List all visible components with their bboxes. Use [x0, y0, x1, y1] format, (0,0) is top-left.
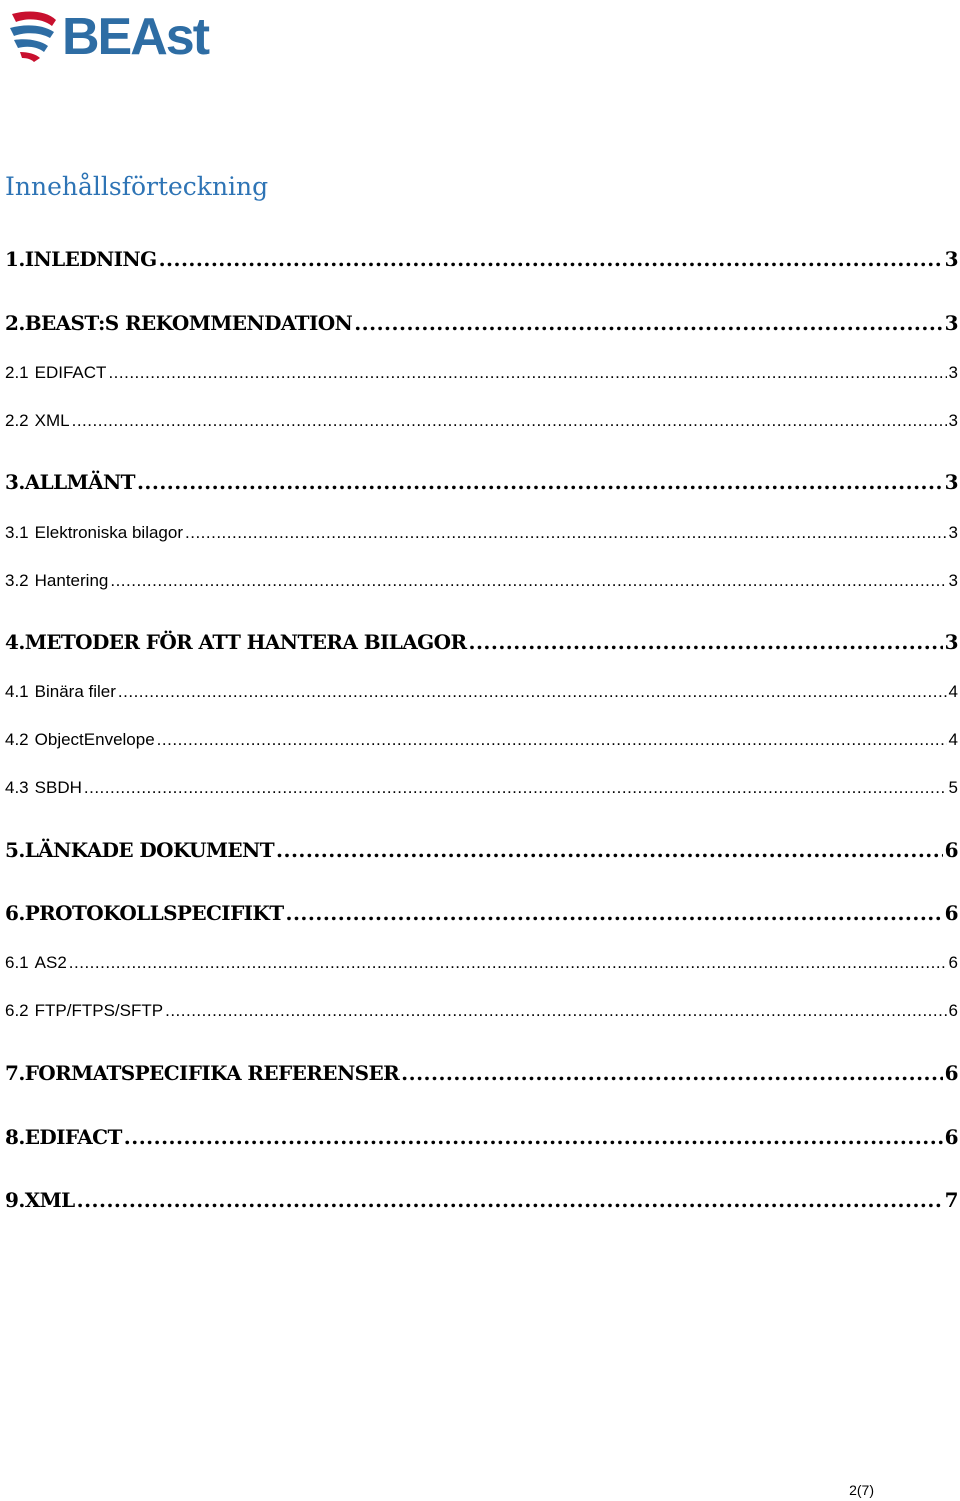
toc-entry-number: 6.	[5, 901, 25, 925]
toc-entry-7[interactable]	[5, 1061, 958, 1085]
toc-entry-number: 4.2	[5, 730, 29, 749]
toc-entry-page: 3	[944, 470, 958, 494]
toc-leader-dots	[286, 901, 943, 925]
toc-entry-title: XML	[24, 1188, 75, 1212]
toc-entry-page: 3	[944, 247, 958, 271]
toc-entry-title: Elektroniska bilagor	[34, 523, 183, 542]
beast-logo-text: BEAst	[62, 8, 209, 66]
toc-entry-number: 2.2	[5, 411, 29, 430]
toc-leader-dots	[124, 1125, 943, 1149]
toc-leader-dots	[468, 630, 942, 654]
toc-entry-title: FORMATSPECIFIKA REFERENSER	[24, 1061, 400, 1085]
toc-entry-number: 6.2	[5, 1001, 29, 1020]
toc-entry-4-2[interactable]	[5, 730, 958, 750]
toc-entry-page: 3	[948, 571, 958, 590]
toc-entry-5[interactable]	[5, 838, 958, 862]
toc-entry-title: EDIFACT	[24, 1125, 122, 1149]
toc-entry-title: XML	[34, 411, 70, 430]
toc-entry-page: 4	[948, 682, 958, 701]
beast-logo-icon	[6, 8, 60, 64]
toc-entry-number: 8.	[5, 1125, 25, 1149]
toc-entry-page: 3	[944, 630, 958, 654]
toc-entry-page: 7	[944, 1188, 958, 1212]
toc-entry-title: AS2	[34, 953, 67, 972]
toc-entry-2-1[interactable]	[5, 363, 958, 383]
toc-leader-dots	[401, 1061, 943, 1085]
toc-leader-dots	[159, 247, 943, 271]
toc-entry-page: 3	[948, 523, 958, 542]
toc-leader-dots	[77, 1188, 943, 1212]
toc-entry-number: 1.	[5, 247, 25, 271]
toc-entry-number: 3.2	[5, 571, 29, 590]
toc-entry-6-2[interactable]	[5, 1001, 958, 1021]
toc-entry-number: 2.1	[5, 363, 29, 382]
toc-entry-1[interactable]	[5, 247, 958, 271]
toc-leader-dots	[276, 838, 943, 862]
toc-entry-title: ALLMÄNT	[24, 470, 135, 494]
toc-entry-number: 3.1	[5, 523, 29, 542]
toc-entry-9[interactable]	[5, 1188, 958, 1212]
toc-leader-dots	[118, 682, 947, 702]
toc-entry-3[interactable]	[5, 470, 958, 494]
toc-entry-3-1[interactable]	[5, 523, 958, 543]
toc-entry-title: Binära filer	[34, 682, 116, 701]
toc-entry-page: 3	[948, 411, 958, 430]
toc-entry-number: 7.	[5, 1061, 25, 1085]
toc-entry-title: ObjectEnvelope	[34, 730, 155, 749]
toc-entry-number: 4.1	[5, 682, 29, 701]
toc-entry-page: 3	[948, 363, 958, 382]
toc-entry-number: 4.	[5, 630, 25, 654]
toc-entry-title: Hantering	[34, 571, 109, 590]
toc-entry-number: 6.1	[5, 953, 29, 972]
toc-entry-title: SBDH	[34, 778, 82, 797]
toc-entry-4-1[interactable]	[5, 682, 958, 702]
toc-entry-6[interactable]	[5, 901, 958, 925]
toc-entry-8[interactable]	[5, 1125, 958, 1149]
toc-entry-2-2[interactable]	[5, 411, 958, 431]
toc-entry-title: PROTOKOLLSPECIFIKT	[24, 901, 284, 925]
toc-entry-title: LÄNKADE DOKUMENT	[24, 838, 275, 862]
toc-entry-page: 6	[948, 1001, 958, 1020]
toc-entry-page: 6	[944, 901, 958, 925]
toc-entry-page: 6	[948, 953, 958, 972]
toc-leader-dots	[108, 363, 946, 383]
toc-entry-title: BEAST:S REKOMMENDATION	[24, 311, 353, 335]
toc-leader-dots	[354, 311, 942, 335]
toc-leader-dots	[110, 571, 946, 591]
toc-entry-title: EDIFACT	[34, 363, 107, 382]
toc-leader-dots	[157, 730, 947, 750]
toc-leader-dots	[84, 778, 947, 798]
toc-leader-dots	[137, 470, 943, 494]
toc-entry-page: 6	[944, 1125, 958, 1149]
toc-entry-page: 6	[944, 838, 958, 862]
toc-entry-2[interactable]	[5, 311, 958, 335]
toc-entry-3-2[interactable]	[5, 571, 958, 591]
toc-entry-page: 6	[944, 1061, 958, 1085]
toc-entry-number: 5.	[5, 838, 25, 862]
toc-entry-title: METODER FÖR ATT HANTERA BILAGOR	[24, 630, 467, 654]
toc-heading: Innehållsförteckning	[5, 172, 269, 201]
toc-entry-title: FTP/FTPS/SFTP	[34, 1001, 164, 1020]
toc-entry-4[interactable]	[5, 630, 958, 654]
toc-entry-title: INLEDNING	[24, 247, 157, 271]
toc-leader-dots	[69, 953, 947, 973]
toc-entry-page: 4	[948, 730, 958, 749]
page-indicator: 2(7)	[849, 1482, 874, 1498]
toc-leader-dots	[72, 411, 947, 431]
toc-entry-page: 5	[948, 778, 958, 797]
toc-entry-4-3[interactable]	[5, 778, 958, 798]
toc-entry-number: 3.	[5, 470, 25, 494]
toc-entry-page: 3	[944, 311, 958, 335]
toc-leader-dots	[185, 523, 947, 543]
toc-entry-number: 9.	[5, 1188, 25, 1212]
toc-entry-number: 2.	[5, 311, 25, 335]
toc-entry-6-1[interactable]	[5, 953, 958, 973]
beast-logo	[6, 6, 208, 66]
toc-leader-dots	[165, 1001, 946, 1021]
toc-entry-number: 4.3	[5, 778, 29, 797]
